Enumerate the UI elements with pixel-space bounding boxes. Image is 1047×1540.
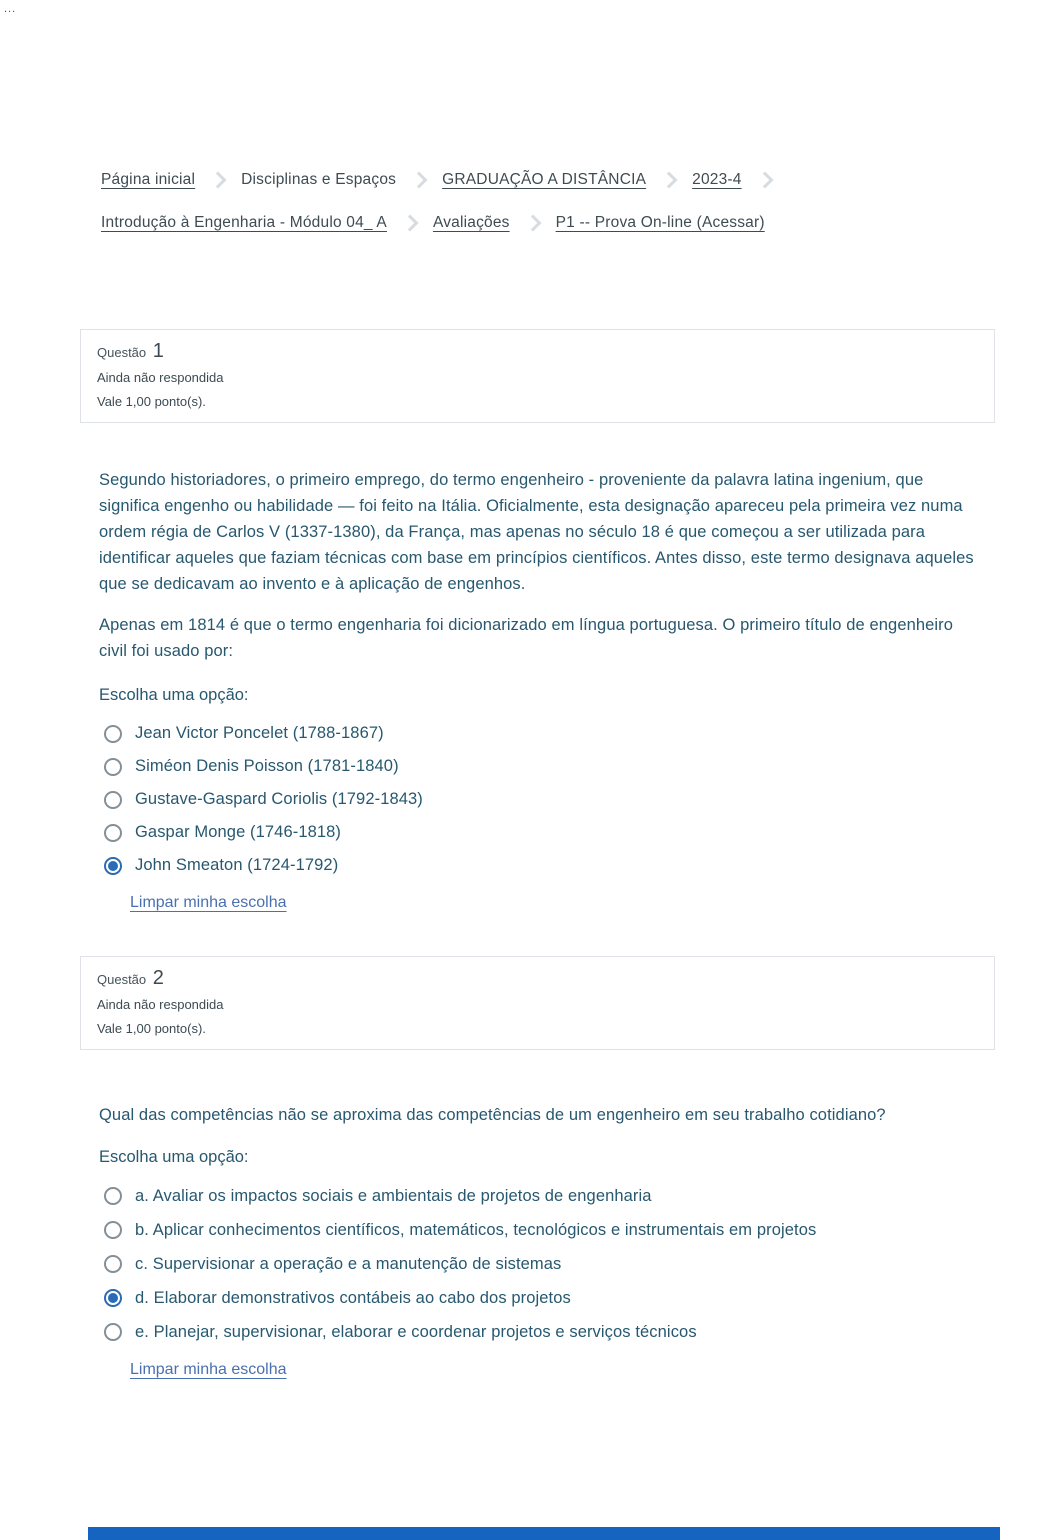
option-label: Gaspar Monge (1746-1818)	[135, 823, 342, 841]
question-block-2	[80, 956, 995, 1379]
option-label: e. Planejar, supervisionar, elaborar e coordenar projetos e serviços técnicos	[135, 1322, 697, 1341]
question-paragraph: Segundo historiadores, o primeiro emprego, do termo engenheiro - proveniente da palavra latina ingenium, que significa engenho ou habilidade — foi feito na Itália. Oficialmente, esta designação apareceu pela primeira vez numa ordem régia de Carlos V (1337-1380), da França, mas apenas no século 18 é que começou a ser utilizada para identificar aqueles que faziam técnicas com base em princípios científicos. Antes disso, este termo designava aqueles que se dedicavam ao invento e à aplicação de engenhos.	[99, 471, 974, 593]
radio-button-selected[interactable]	[104, 857, 122, 875]
question-points: Vale 1,00 ponto(s).	[97, 394, 206, 409]
choose-option-label: Escolha uma opção:	[99, 1148, 249, 1166]
option-label: d. Elaborar demonstrativos contábeis ao cabo dos projetos	[135, 1288, 571, 1307]
question-paragraph: Qual das competências não se aproxima das competências de um engenheiro em seu trabalho cotidiano?	[99, 1106, 886, 1124]
option-label: b. Aplicar conhecimentos científicos, matemáticos, tecnológicos e instrumentais em projetos	[135, 1220, 817, 1239]
radio-button[interactable]	[104, 1187, 122, 1205]
clear-choice-link[interactable]: Limpar minha escolha	[130, 1361, 287, 1378]
option-label: Jean Victor Poncelet (1788-1867)	[135, 724, 384, 742]
breadcrumb-year-link[interactable]: 2023-4	[692, 171, 742, 188]
question-body	[80, 423, 995, 912]
radio-button[interactable]	[104, 1221, 122, 1239]
answer-option-1[interactable]	[104, 717, 975, 750]
radio-button[interactable]	[104, 758, 122, 776]
answer-option-b[interactable]	[104, 1213, 975, 1247]
question-title	[97, 340, 978, 363]
radio-button[interactable]	[104, 1323, 122, 1341]
radio-button[interactable]	[104, 1255, 122, 1273]
chevron-right-icon	[756, 172, 773, 189]
radio-button[interactable]	[104, 791, 122, 809]
question-number: 1	[152, 340, 164, 362]
question-block-1	[80, 329, 995, 912]
chevron-right-icon	[524, 215, 541, 232]
window-overflow-dots: ...	[4, 3, 17, 15]
answer-option-2[interactable]	[104, 750, 975, 783]
question-word: Questão	[97, 345, 147, 360]
footer-bar	[88, 1527, 1000, 1540]
breadcrumb-graduacao-link[interactable]: GRADUAÇÃO A DISTÂNCIA	[442, 171, 647, 188]
option-label: Siméon Denis Poisson (1781-1840)	[135, 757, 399, 775]
option-label: c. Supervisionar a operação e a manutenção de sistemas	[135, 1254, 562, 1273]
question-word: Questão	[97, 972, 147, 987]
answer-option-c[interactable]	[104, 1247, 975, 1281]
chevron-right-icon	[401, 215, 418, 232]
answer-option-3[interactable]	[104, 783, 975, 816]
answer-option-d[interactable]	[104, 1281, 975, 1315]
radio-button[interactable]	[104, 824, 122, 842]
radio-button-selected[interactable]	[104, 1289, 122, 1307]
chevron-right-icon	[661, 172, 678, 189]
answer-option-a[interactable]	[104, 1179, 975, 1213]
breadcrumb-prova-link[interactable]: P1 -- Prova On-line (Acessar)	[555, 214, 765, 231]
question-number: 2	[152, 967, 164, 989]
question-info-box	[80, 956, 995, 1050]
radio-button[interactable]	[104, 725, 122, 743]
breadcrumb-disciplinas: Disciplinas e Espaços	[241, 171, 397, 188]
option-label: Gustave-Gaspard Coriolis (1792-1843)	[135, 790, 423, 808]
answer-option-e[interactable]	[104, 1315, 975, 1349]
breadcrumb-row-1	[101, 171, 1047, 189]
breadcrumb-row-2	[101, 214, 1047, 232]
choose-option-label: Escolha uma opção:	[99, 686, 249, 704]
question-status: Ainda não respondida	[97, 370, 224, 385]
question-info-box	[80, 329, 995, 423]
chevron-right-icon	[411, 172, 428, 189]
breadcrumb-course-link[interactable]: Introdução à Engenharia - Módulo 04_ A	[101, 214, 387, 231]
question-points: Vale 1,00 ponto(s).	[97, 1021, 206, 1036]
answer-option-5[interactable]	[104, 849, 975, 882]
breadcrumb-home-link[interactable]: Página inicial	[101, 171, 196, 188]
question-body	[80, 1050, 995, 1379]
option-label: John Smeaton (1724-1792)	[135, 856, 339, 874]
breadcrumb-avaliacoes-link[interactable]: Avaliações	[432, 214, 510, 231]
breadcrumb	[0, 0, 1047, 232]
question-status: Ainda não respondida	[97, 997, 224, 1012]
clear-choice-link[interactable]: Limpar minha escolha	[130, 894, 287, 911]
chevron-right-icon	[210, 172, 227, 189]
question-title	[97, 967, 978, 990]
question-paragraph: Apenas em 1814 é que o termo engenharia foi dicionarizado em língua portuguesa. O primeiro título de engenheiro civil foi usado por:	[99, 616, 954, 660]
answer-option-4[interactable]	[104, 816, 975, 849]
option-label: a. Avaliar os impactos sociais e ambientais de projetos de engenharia	[135, 1186, 652, 1205]
